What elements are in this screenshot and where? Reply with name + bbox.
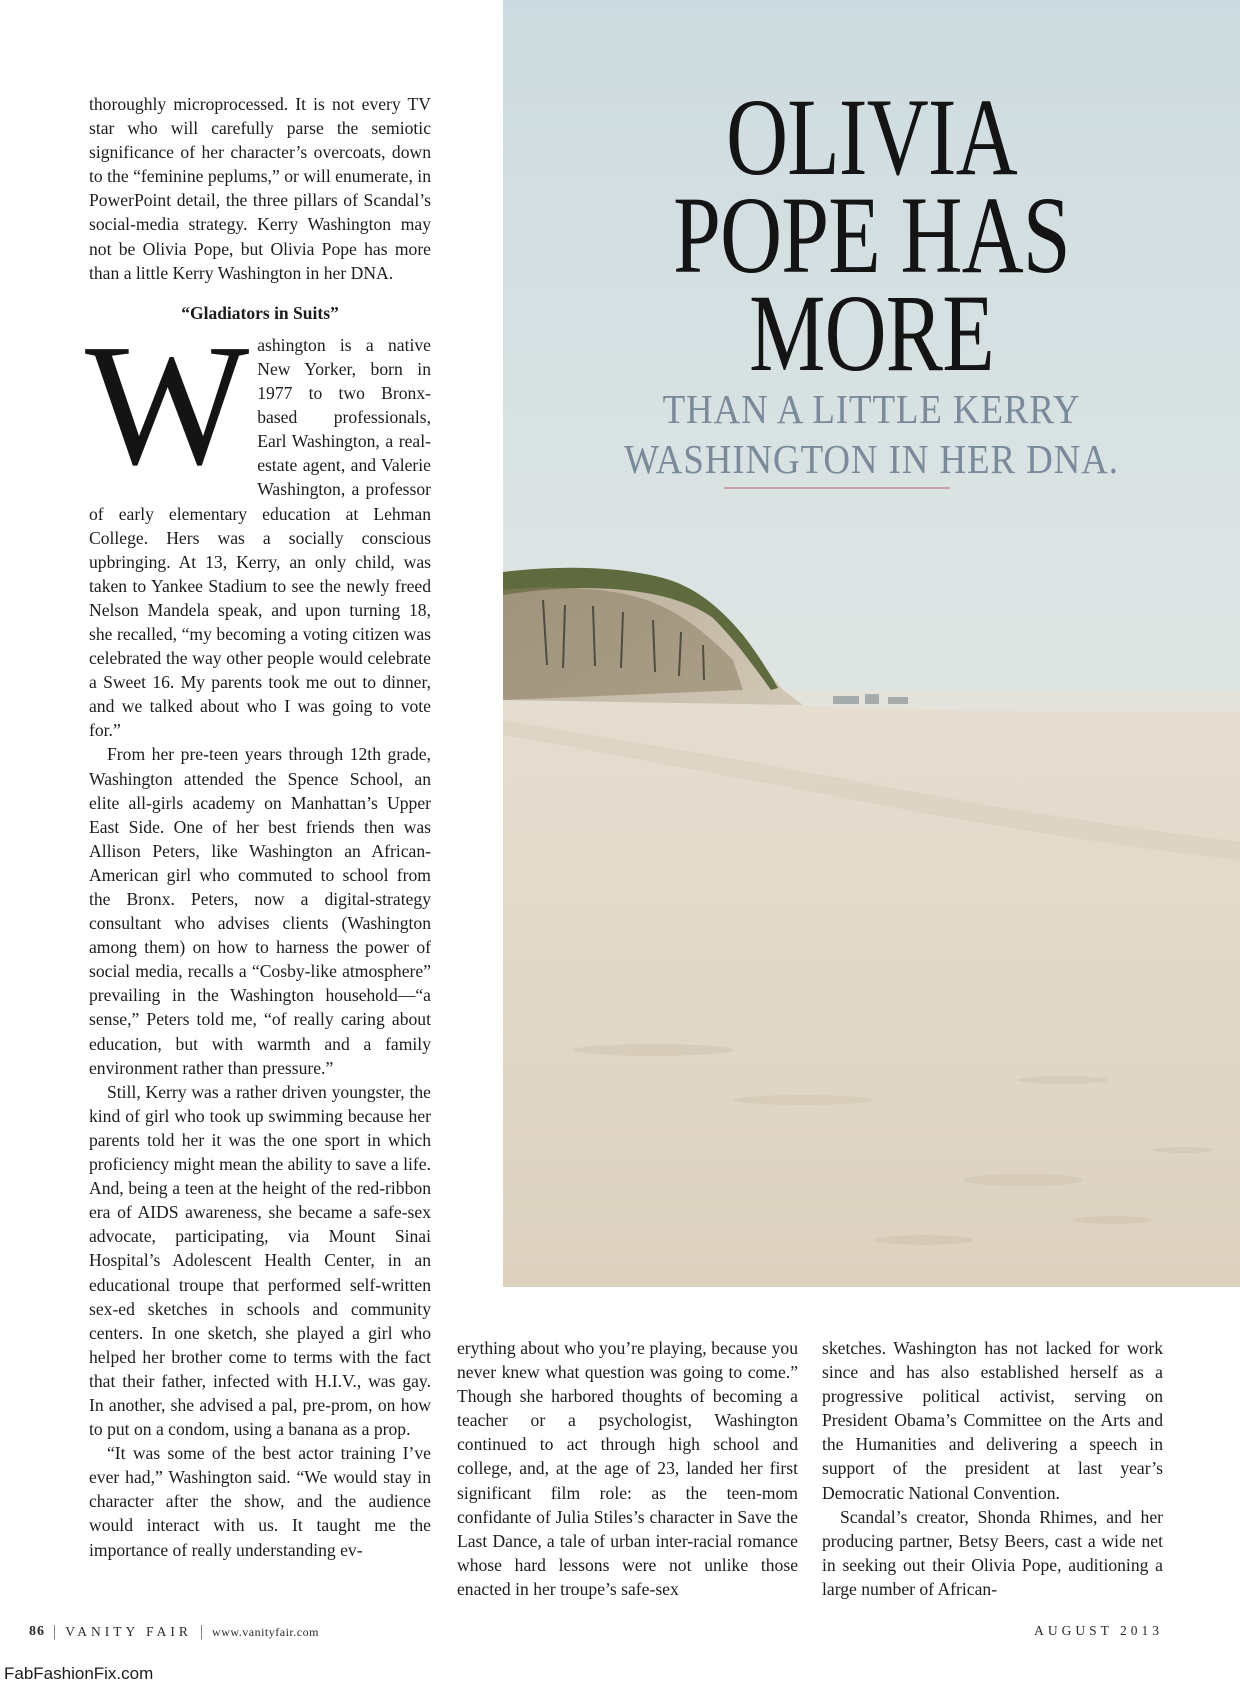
article-paragraph: Still, Kerry was a rather driven youngster, the kind of girl who took up swimming because her parents told her it was the one sport in which proficiency might mean the ability to save a life. And, being a teen at the height of the red-ribbon era of AIDS awareness, she became a safe-sex advocate, participating, via Mount Sinai Hospital’s Adolescent Health Center, in an educational troupe that performed self-written sex-ed sketches in schools and community centers. In one sketch, she played a girl who helped her brother come to terms with the fact that their father, infected with H.I.V., was gay. In another, she advised a pal, pre-prom, on how to put on a condom, using a banana as a prop. [89, 1081, 431, 1440]
headline-subtitle [540, 384, 1203, 484]
footer-separator: | [199, 1623, 205, 1640]
page-footer-left [29, 1623, 319, 1641]
article-paragraph: sketches. Washington has not lacked for work since and has also established herself as a progressive political activist, serving on President Obama’s Committee on the Arts and the Humanities and delivering a speech in support of the president at last year’s Democratic National Convention. [822, 1338, 1163, 1503]
magazine-name: VANITY FAIR [65, 1624, 192, 1639]
article-paragraph: erything about who you’re playing, because you never knew what question was going to come.” Though she harbored thoughts of becoming a teacher or a psychologist, Washington continued to act through high school and college, and, at the age of 23, landed her first significant film role: as the teen-mom confidante of Julia Stiles’s character in Save the Last Dance, a tale of urban inter-racial romance whose hard lessons were not unlike those enacted in her troupe’s safe-sex [457, 1338, 798, 1599]
headline-line: POPE HAS [673, 174, 1070, 296]
magazine-url: www.vanityfair.com [212, 1624, 319, 1639]
headline-title [584, 76, 1159, 394]
article-paragraph: ashington is a native New Yorker, born in 1977 to two Bronx-based professionals, Earl Washington, a real-estate agent, and Valerie Washington, a professor of early elementary education at Lehman College. Hers was a socially conscious upbringing. At 13, Kerry, an only child, was taken to Yankee Stadium to see the newly freed Nelson Mandela speak, and upon turning 18, she recalled, “my becoming a voting citizen was celebrated the way other people would celebrate a Sweet 16. My parents took me out to dinner, and we talked about who I was going to vote for.” [89, 334, 431, 741]
watermark-text: FabFashionFix.com [4, 1664, 154, 1683]
article-column-right [822, 1336, 1163, 1601]
page-number: 86 [29, 1624, 45, 1639]
intro-paragraph: thoroughly microprocessed. It is not every TV star who will carefully parse the semiotic significance of her character’s overcoats, down to the “feminine peplums,” or will enumerate, in PowerPoint detail, the three pillars of Scandal’s social-media strategy. Kerry Washington may not be Olivia Pope, but Olivia Pope has more than a little Kerry Washington in her DNA. [89, 94, 431, 283]
footer-separator: | [53, 1623, 58, 1640]
article-paragraph: “It was some of the best actor training I’ve ever had,” Washington said. “We would stay in character after the show, and the audience would interact with us. It taught me the importance of really understanding ev- [89, 1443, 431, 1560]
issue-date: AUGUST 2013 [1034, 1623, 1163, 1638]
subtitle-line: THAN A LITTLE KERRY [662, 386, 1081, 432]
headline-line: MORE [749, 272, 994, 394]
article-column-middle [457, 1336, 798, 1601]
headline-divider [724, 487, 950, 489]
drop-cap-letter: W [85, 307, 244, 501]
article-paragraph: Scandal’s creator, Shonda Rhimes, and her producing partner, Betsy Beers, cast a wide net in seeking out their Olivia Pope, auditioning a large number of African- [822, 1506, 1163, 1599]
subtitle-line: WASHINGTON IN HER DNA. [624, 436, 1119, 482]
section-subhead: “Gladiators in Suits” [181, 302, 339, 323]
headline-block [503, 76, 1240, 484]
article-column-left [85, 92, 431, 1562]
headline-line: OLIVIA [726, 76, 1017, 198]
article-paragraph: From her pre-teen years through 12th grade, Washington attended the Spence School, an elite all-girls academy on Manhattan’s Upper East Side. One of her best friends then was Allison Peters, like Washington an African-American girl who commuted to school from the Bronx. Peters, now a digital-strategy consultant who advises clients (Washington among them) on how to harness the power of social media, recalls a “Cosby-like atmosphere” prevailing in the Washington household—“a sense,” Peters told me, “of really caring about education, but with warmth and a family environment rather than pressure.” [89, 744, 431, 1078]
